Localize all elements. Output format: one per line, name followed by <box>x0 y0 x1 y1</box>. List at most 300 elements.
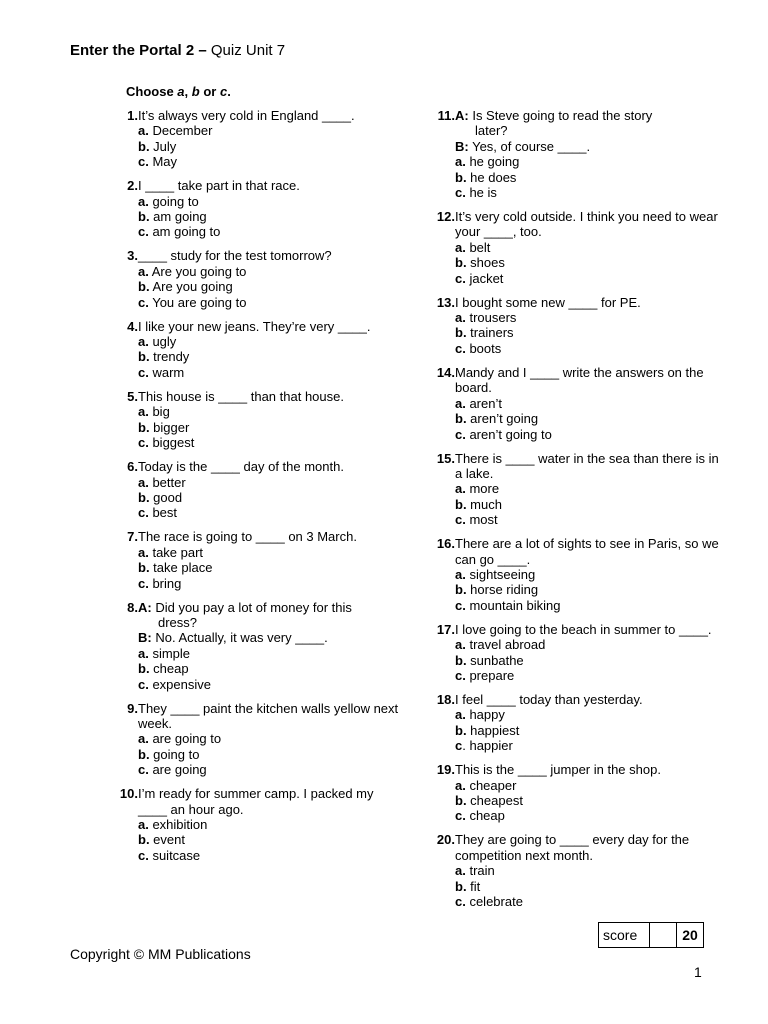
answer-option[interactable] <box>138 661 404 676</box>
answer-options <box>114 334 404 380</box>
option-text: better <box>148 474 186 490</box>
answer-option[interactable] <box>138 123 404 138</box>
answer-option[interactable] <box>138 209 404 224</box>
question-number: 1. <box>127 108 138 123</box>
question-number: 8. <box>127 599 138 615</box>
option-letter: c. <box>138 154 149 170</box>
answer-option[interactable] <box>138 677 404 692</box>
option-text: sunbathe <box>466 652 524 668</box>
question-text: They ____ paint the kitchen walls yellow next week. <box>138 700 399 731</box>
question-number: 17. <box>436 621 455 637</box>
option-text: more <box>465 481 500 497</box>
question-number: 15. <box>436 450 455 466</box>
question-item <box>430 209 720 286</box>
option-text: prepare <box>465 667 515 683</box>
question-item <box>114 459 404 521</box>
option-letter: c. <box>455 667 466 683</box>
question-stem <box>430 365 720 396</box>
option-letter: c <box>455 738 463 754</box>
instruction <box>126 84 231 99</box>
option-letter: c. <box>455 512 466 528</box>
question-number: 6. <box>127 459 138 475</box>
option-text: shoes <box>466 255 505 271</box>
question-text: I bought some new ____ for PE. <box>455 294 641 310</box>
answer-option[interactable] <box>455 808 720 823</box>
answer-options <box>114 545 404 591</box>
option-letter: c. <box>455 426 466 442</box>
answer-option[interactable] <box>455 512 720 527</box>
option-text: simple <box>148 645 191 661</box>
option-text: You are going to <box>148 294 247 310</box>
option-text: he is <box>465 185 497 201</box>
question-number: 9. <box>127 700 138 716</box>
option-letter: c. <box>455 340 466 356</box>
answer-option[interactable] <box>455 185 720 200</box>
option-text: going to <box>149 746 200 762</box>
speaker-a: A: <box>455 108 469 123</box>
option-text: belt <box>465 239 491 255</box>
question-stem <box>430 451 720 482</box>
question-stem <box>114 389 404 404</box>
answer-options <box>114 123 404 169</box>
question-number: 19. <box>436 762 455 778</box>
answer-option[interactable] <box>138 194 404 209</box>
question-stem <box>430 692 720 707</box>
answer-option[interactable] <box>455 738 720 753</box>
answer-option[interactable] <box>455 396 720 411</box>
question-item <box>114 108 404 170</box>
answer-option[interactable] <box>455 668 720 683</box>
instruction-b: b <box>191 84 200 99</box>
question-stem <box>430 762 720 777</box>
option-text: take place <box>149 560 213 576</box>
option-text: exhibition <box>148 817 208 832</box>
option-letter: b. <box>138 419 150 435</box>
option-text: aren’t going <box>466 411 539 427</box>
answer-options <box>430 154 720 200</box>
answer-option[interactable] <box>138 505 404 520</box>
option-text: cheap <box>149 661 189 677</box>
answer-option[interactable] <box>455 310 720 325</box>
answer-option[interactable] <box>455 271 720 286</box>
question-stem <box>114 108 404 123</box>
answer-option[interactable] <box>455 170 720 185</box>
option-letter: c. <box>455 808 466 824</box>
option-letter: a. <box>138 817 149 832</box>
copyright: Copyright © MM Publications <box>70 946 251 962</box>
option-text: December <box>148 123 213 139</box>
questions-right-column <box>430 108 720 918</box>
option-text: . happier <box>462 738 513 754</box>
option-text: most <box>465 512 498 528</box>
question-item <box>430 622 720 684</box>
answer-option[interactable] <box>138 365 404 380</box>
answer-options <box>114 264 404 310</box>
question-text: I’m ready for summer camp. I packed my ____ an hour ago. <box>138 786 374 817</box>
answer-options <box>114 404 404 450</box>
question-stem <box>430 209 720 240</box>
option-text: May <box>148 154 178 170</box>
question-stem <box>430 108 720 154</box>
option-letter: c. <box>138 575 149 591</box>
question-number: 13. <box>436 294 455 310</box>
question-text: They are going to ____ every day for the competition next month. <box>455 832 690 863</box>
option-letter: a. <box>455 566 466 582</box>
option-letter: b. <box>455 878 467 894</box>
answer-options <box>114 817 404 863</box>
option-text: suitcase <box>148 847 201 863</box>
answer-option[interactable] <box>455 723 720 738</box>
question-stem <box>114 319 404 334</box>
option-text: trainers <box>466 325 514 341</box>
question-stem <box>114 529 404 544</box>
option-letter: c. <box>138 294 149 310</box>
instruction-c: c <box>219 84 228 99</box>
option-letter: a. <box>455 777 466 793</box>
option-text: cheaper <box>465 777 517 793</box>
option-text: mountain biking <box>465 597 561 613</box>
dialog-a-continuation: dress? <box>158 614 198 630</box>
answer-option[interactable] <box>138 404 404 419</box>
option-letter: b. <box>138 138 150 154</box>
question-text: I love going to the beach in summer to ____. <box>455 621 712 637</box>
answer-options <box>114 194 404 240</box>
answer-option[interactable] <box>455 325 720 340</box>
dialog-a-text: Is Steve going to read the story <box>468 108 653 123</box>
question-number: 20. <box>436 832 455 848</box>
option-text: cheapest <box>466 793 523 808</box>
answer-option[interactable] <box>138 747 404 762</box>
option-letter: b. <box>138 746 150 762</box>
dialog-a-continuation: later? <box>475 123 508 139</box>
dialog-line-b <box>455 139 720 154</box>
question-item <box>114 178 404 240</box>
answer-option[interactable] <box>455 879 720 894</box>
option-text: are going <box>148 762 207 778</box>
answer-option[interactable] <box>455 653 720 668</box>
question-stem <box>114 178 404 193</box>
question-text: The race is going to ____ on 3 March. <box>138 529 357 545</box>
instruction-sep1: , <box>184 84 192 99</box>
question-stem <box>114 248 404 263</box>
question-stem <box>430 832 720 863</box>
answer-option[interactable] <box>455 863 720 878</box>
answer-option[interactable] <box>138 420 404 435</box>
option-text: ugly <box>148 334 177 350</box>
question-number: 16. <box>436 536 455 552</box>
answer-option[interactable] <box>138 264 404 279</box>
answer-option[interactable] <box>455 894 720 909</box>
option-letter: c. <box>138 435 149 451</box>
option-text: take part <box>148 544 204 560</box>
answer-option[interactable] <box>455 567 720 582</box>
answer-options <box>430 481 720 527</box>
answer-option[interactable] <box>455 598 720 613</box>
option-text: cheap <box>465 808 505 824</box>
option-letter: c. <box>138 762 149 778</box>
answer-option[interactable] <box>455 411 720 426</box>
question-item <box>430 295 720 357</box>
option-letter: b. <box>455 169 467 185</box>
answer-option[interactable] <box>138 224 404 239</box>
option-letter: a. <box>138 193 149 209</box>
option-letter: a. <box>455 154 466 170</box>
option-text: happy <box>465 707 505 723</box>
option-letter: a. <box>455 395 466 411</box>
question-stem <box>114 786 404 817</box>
option-letter: a. <box>455 481 466 497</box>
option-letter: c. <box>455 894 466 910</box>
question-stem <box>430 295 720 310</box>
option-letter: c. <box>138 224 149 240</box>
score-total: 20 <box>682 927 698 943</box>
option-text: Are you going to <box>148 263 247 279</box>
question-text: This is the ____ jumper in the shop. <box>455 762 661 778</box>
question-text: Mandy and I ____ write the answers on the board. <box>455 364 704 396</box>
option-text: going to <box>148 193 199 209</box>
dialog-b-text: Yes, of course ____. <box>468 138 591 154</box>
question-item <box>430 365 720 442</box>
answer-options <box>430 637 720 683</box>
answer-option[interactable] <box>455 497 720 512</box>
answer-option[interactable] <box>138 560 404 575</box>
question-text: There are a lot of sights to see in Paris, so we can go ____. <box>455 536 719 567</box>
question-item <box>430 451 720 528</box>
question-item <box>430 692 720 754</box>
option-text: trendy <box>149 349 190 365</box>
answer-option[interactable] <box>138 646 404 661</box>
dialog-line-b <box>138 630 404 645</box>
option-letter: a. <box>138 474 149 490</box>
option-text: big <box>148 404 170 420</box>
option-text: bring <box>148 575 182 591</box>
question-number: 12. <box>436 209 455 225</box>
option-text: trousers <box>465 310 517 326</box>
answer-options <box>114 731 404 777</box>
option-letter: a. <box>138 263 149 279</box>
question-item <box>430 536 720 613</box>
question-number: 2. <box>127 178 138 194</box>
title-bold: Enter the Portal 2 – <box>70 42 207 59</box>
option-letter: b. <box>138 560 150 576</box>
option-text: are going to <box>148 731 222 747</box>
answer-options <box>430 778 720 824</box>
option-letter: b. <box>455 496 467 512</box>
answer-option[interactable] <box>138 576 404 591</box>
option-letter: b. <box>455 255 467 271</box>
question-stem <box>114 600 404 646</box>
option-text: warm <box>148 364 185 380</box>
option-letter: c. <box>138 676 149 692</box>
question-number: 14. <box>436 364 455 380</box>
score-box <box>598 922 704 948</box>
answer-option[interactable] <box>138 490 404 505</box>
option-letter: a. <box>455 637 466 653</box>
answer-option[interactable] <box>455 793 720 808</box>
question-item <box>114 529 404 591</box>
option-text: he going <box>465 154 520 170</box>
instruction-post: . <box>227 84 231 99</box>
option-letter: a. <box>138 123 149 139</box>
question-text: ____ study for the test tomorrow? <box>138 248 332 264</box>
answer-options <box>430 396 720 442</box>
question-item <box>430 108 720 200</box>
option-text: aren’t <box>465 395 502 411</box>
answer-options <box>430 567 720 613</box>
option-letter: a. <box>138 334 149 350</box>
option-text: am going to <box>148 224 221 240</box>
instruction-sep2: or <box>199 84 220 99</box>
instruction-pre: Choose <box>126 84 178 99</box>
answer-option[interactable] <box>138 762 404 777</box>
question-number: 5. <box>127 388 138 404</box>
question-text: It’s always very cold in England ____. <box>138 108 355 123</box>
option-letter: b. <box>455 722 467 738</box>
question-item <box>114 701 404 778</box>
option-text: horse riding <box>466 582 539 598</box>
option-text: July <box>149 138 177 154</box>
question-text: This house is ____ than that house. <box>138 388 344 404</box>
option-letter: b. <box>455 325 467 341</box>
option-text: good <box>149 489 183 505</box>
answer-option[interactable] <box>138 279 404 294</box>
question-stem <box>430 622 720 637</box>
speaker-b: B: <box>455 138 469 154</box>
question-item <box>430 832 720 909</box>
option-text: train <box>465 863 495 879</box>
questions-left-column <box>114 108 404 872</box>
option-text: event <box>149 832 185 848</box>
answer-option[interactable] <box>138 848 404 863</box>
question-number: 18. <box>436 691 455 707</box>
answer-option[interactable] <box>138 475 404 490</box>
speaker-a: A: <box>138 599 152 615</box>
question-stem <box>430 536 720 567</box>
answer-option[interactable] <box>138 295 404 310</box>
option-letter: b. <box>455 582 467 598</box>
question-number: 11. <box>437 108 455 123</box>
answer-option[interactable] <box>455 240 720 255</box>
question-stem <box>114 459 404 474</box>
option-letter: b. <box>455 793 467 808</box>
option-text: celebrate <box>465 894 523 910</box>
answer-option[interactable] <box>138 545 404 560</box>
option-letter: a. <box>455 863 466 879</box>
option-text: bigger <box>149 419 190 435</box>
question-stem <box>114 701 404 732</box>
dialog-line-a <box>138 600 404 615</box>
option-text: fit <box>466 878 481 894</box>
answer-option[interactable] <box>138 349 404 364</box>
option-text: he does <box>466 169 517 185</box>
answer-option[interactable] <box>455 582 720 597</box>
question-text: It’s very cold outside. I think you need to wear your ____, too. <box>455 209 718 240</box>
score-label: score <box>599 923 650 947</box>
question-item <box>114 319 404 381</box>
page-number: 1 <box>694 964 702 980</box>
option-text: happiest <box>466 722 520 738</box>
option-letter: b. <box>455 411 467 427</box>
option-letter: c. <box>138 505 149 521</box>
question-text <box>138 600 404 646</box>
option-letter: b. <box>138 661 150 677</box>
question-item <box>114 786 404 863</box>
option-letter: c. <box>455 185 466 201</box>
question-item <box>430 762 720 824</box>
option-letter: c. <box>455 270 466 286</box>
answer-option[interactable] <box>455 341 720 356</box>
question-number: 4. <box>127 318 138 334</box>
option-text: expensive <box>148 676 211 692</box>
answer-option[interactable] <box>138 154 404 169</box>
option-letter: a. <box>455 310 466 326</box>
answer-options <box>430 310 720 356</box>
answer-option[interactable] <box>138 817 404 832</box>
answer-option[interactable] <box>138 731 404 746</box>
answer-option[interactable] <box>455 154 720 169</box>
option-letter: c. <box>138 364 149 380</box>
answer-option[interactable] <box>455 778 720 793</box>
answer-options <box>114 475 404 521</box>
quiz-title <box>70 42 285 59</box>
answer-option[interactable] <box>138 435 404 450</box>
answer-option[interactable] <box>138 139 404 154</box>
dialog-b-text: No. Actually, it was very ____. <box>151 630 328 646</box>
option-text: much <box>466 496 502 512</box>
question-text: I like your new jeans. They’re very ____. <box>138 318 371 334</box>
dialog-line-a <box>455 108 720 123</box>
question-text: I ____ take part in that race. <box>138 178 300 194</box>
option-text: am going <box>149 209 207 225</box>
option-letter: a. <box>455 239 466 255</box>
option-text: travel abroad <box>465 637 546 653</box>
title-rest: Quiz Unit 7 <box>206 42 286 59</box>
option-text: sightseeing <box>465 566 536 582</box>
answer-option[interactable] <box>138 832 404 847</box>
option-text: aren’t going to <box>465 426 552 442</box>
question-item <box>114 389 404 451</box>
answer-option[interactable] <box>455 707 720 722</box>
answer-option[interactable] <box>138 334 404 349</box>
option-letter: c. <box>455 597 466 613</box>
question-number: 7. <box>127 529 138 545</box>
answer-options <box>430 863 720 909</box>
question-text: I feel ____ today than yesterday. <box>455 691 643 707</box>
score-blank-field[interactable] <box>650 923 677 947</box>
option-letter: b. <box>138 832 150 848</box>
option-letter: b. <box>138 349 150 365</box>
answer-option[interactable] <box>455 481 720 496</box>
option-letter: a. <box>138 731 149 747</box>
answer-options <box>430 240 720 286</box>
question-item <box>114 600 404 692</box>
question-item <box>114 248 404 310</box>
dialog-a-text: Did you pay a lot of money for this <box>151 599 352 615</box>
option-text: jacket <box>465 270 504 286</box>
option-letter: b. <box>138 489 150 505</box>
option-letter: b. <box>138 209 150 225</box>
speaker-b: B: <box>138 630 152 646</box>
option-text: boots <box>465 340 502 356</box>
option-letter: a. <box>455 707 466 723</box>
answer-option[interactable] <box>455 427 720 442</box>
answer-option[interactable] <box>455 255 720 270</box>
answer-options <box>430 707 720 753</box>
answer-option[interactable] <box>455 637 720 652</box>
question-number: 10. <box>119 786 138 802</box>
option-text: best <box>148 505 178 521</box>
option-letter: a. <box>138 645 149 661</box>
